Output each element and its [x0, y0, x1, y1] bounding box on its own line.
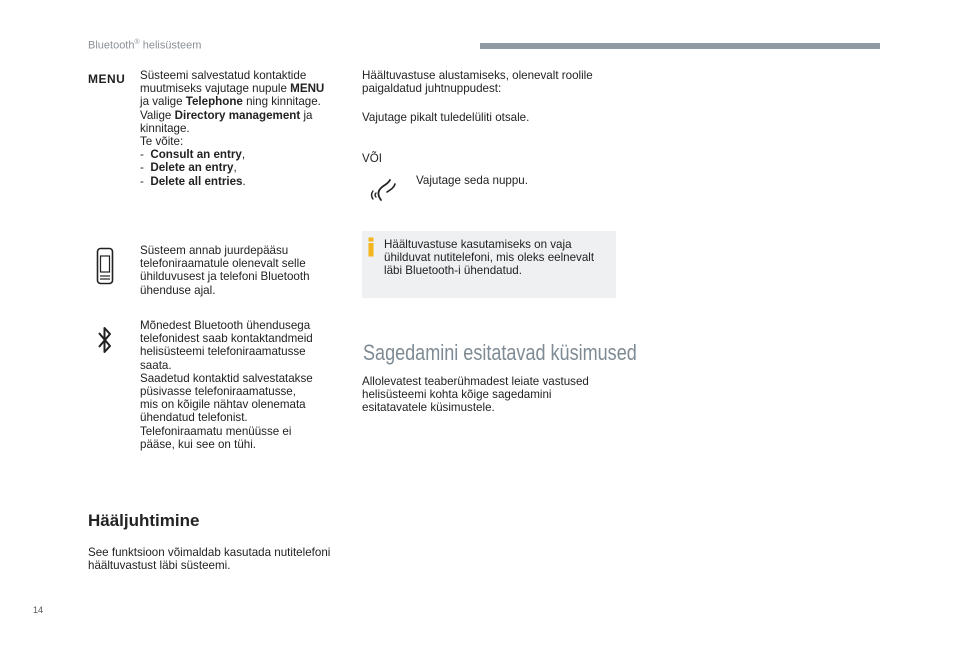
page-number: 14 [33, 605, 44, 615]
faq-intro-paragraph: Allolevatest teaberühmadest leiate vastused helisüsteemi kohta kõige sagedamini esitatavatele küsimustele. [362, 375, 589, 415]
info-icon [367, 237, 375, 257]
menu-button-icon: MENU [88, 72, 126, 86]
bluetooth-icon [97, 325, 113, 355]
list-item: - Delete an entry, [140, 161, 237, 175]
voice-command-icon [368, 176, 398, 204]
press-button-paragraph: Vajutage seda nuppu. [416, 174, 528, 187]
list-item: - Delete all entries. [140, 174, 246, 188]
header-bar [480, 43, 880, 49]
voice-control-paragraph: See funktsioon võimaldab kasutada nutitelefoni häältuvastust läbi süsteemi. [88, 546, 331, 573]
section-title-faq: Sagedamini esitatavad küsimused [363, 340, 637, 365]
phonebook-access-paragraph: Süsteem annab juurdepääsu telefoniraamatule olenevalt selle ühilduvusest ja telefoni Bluetooth ühenduse ajal. [140, 244, 310, 297]
or-label: VÕI [362, 152, 382, 165]
contacts-edit-paragraph: Süsteemi salvestatud kontaktide muutmiseks vajutage nupule MENU ja valige Telephone ning kinnitage. Valige Directory management ja kinnitage. Te võite: - Consult an entry, - Delete an entry, - Delete all entries. [140, 69, 350, 188]
page-header-title: Bluetooth® helisüsteem [88, 39, 202, 52]
info-note-text: Häältuvastuse kasutamiseks on vaja ühilduvat nutitelefoni, mis oleks eelnevalt läbi Bluetooth-i ühendatud. [384, 238, 595, 278]
bluetooth-contacts-paragraph: Mõnedest Bluetooth ühendusega telefonidest saab kontaktandmeid helisüsteemi telefoniraamatusse saata. Saadetud kontaktid salvestatakse püsivasse telefoniraamatusse, mis on kõigile nähtav olenemata ühendatud telefonist. Telefoniraamatu menüüsse ei pääse, kui see on tühi. [140, 319, 313, 451]
light-stalk-paragraph: Vajutage pikalt tuledelüliti otsale. [362, 111, 530, 124]
section-title-voice-control: Hääljuhtimine [88, 511, 200, 530]
voice-start-paragraph: Häältuvastuse alustamiseks, olenevalt roolile paigaldatud juhtnuppudest: [362, 69, 593, 96]
phone-icon [96, 247, 114, 285]
list-item: - Consult an entry, [140, 148, 246, 162]
